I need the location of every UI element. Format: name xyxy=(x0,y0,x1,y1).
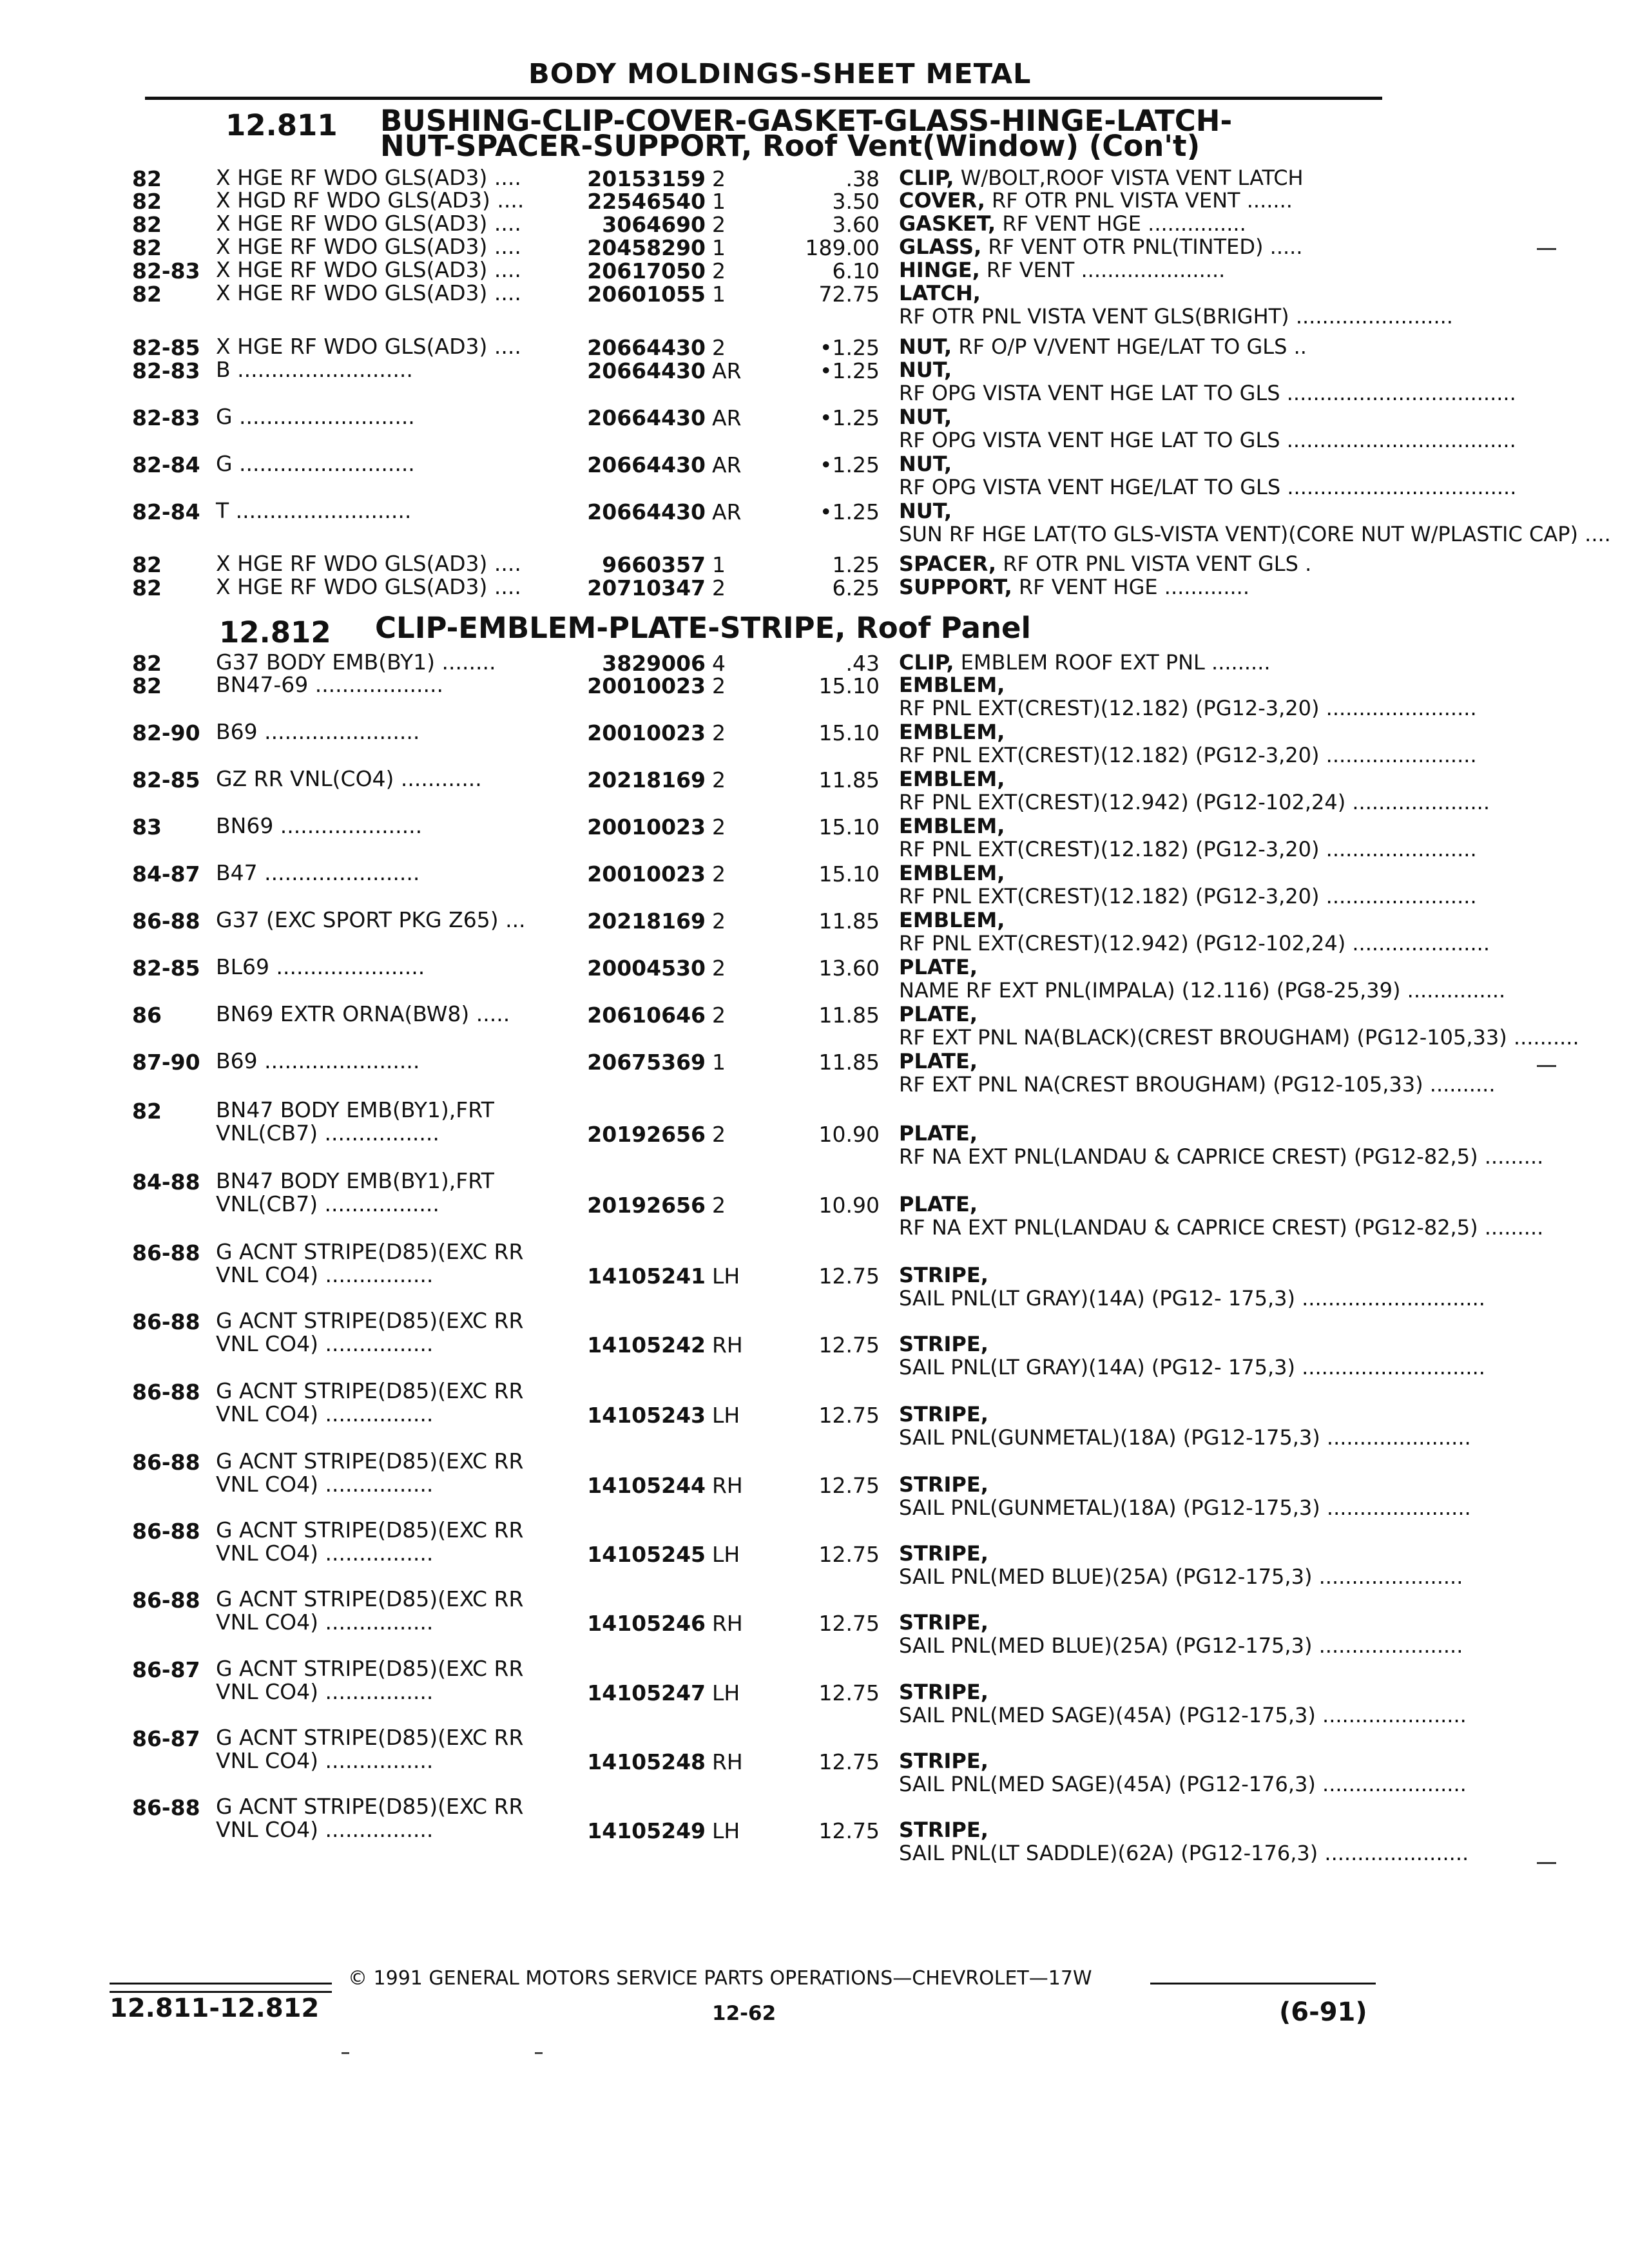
price: 6.25 xyxy=(832,575,880,601)
part-noun: EMBLEM, xyxy=(899,720,1005,744)
price: 15.10 xyxy=(818,720,880,745)
usage-condition: X HGE RF WDO GLS(AD3) .... xyxy=(216,551,521,576)
part-detail: RF PNL EXT(CREST)(12.182) (PG12-3,20) ....................... xyxy=(899,884,1477,908)
model-year: 82-85 xyxy=(132,767,200,793)
part-description xyxy=(899,1193,1543,1239)
price: 12.75 xyxy=(818,1680,880,1706)
part-description xyxy=(899,908,1490,955)
part-noun: NUT, xyxy=(899,334,952,359)
quantity: RH xyxy=(712,1749,743,1774)
part-detail: SAIL PNL(MED BLUE)(25A) (PG12-175,3) ...................... xyxy=(899,1633,1463,1658)
part-noun: PLATE, xyxy=(899,955,978,979)
price: 15.10 xyxy=(818,814,880,840)
price: 12.75 xyxy=(818,1473,880,1498)
price: •1.25 xyxy=(820,335,880,360)
part-number: 14105247 xyxy=(587,1680,706,1706)
part-detail: EMBLEM ROOF EXT PNL ......... xyxy=(954,650,1271,675)
quantity: 2 xyxy=(712,814,726,840)
price: 11.85 xyxy=(818,1050,880,1075)
price: 3.60 xyxy=(832,212,880,237)
part-detail: SAIL PNL(GUNMETAL)(18A) (PG12-175,3) ...................... xyxy=(899,1425,1471,1450)
model-year: 82 xyxy=(132,282,162,307)
price: 3.50 xyxy=(832,189,880,214)
quantity: 2 xyxy=(712,258,726,284)
usage-condition: G37 (EXC SPORT PKG Z65) ... xyxy=(216,907,526,932)
price: .43 xyxy=(845,651,880,676)
part-description xyxy=(899,1264,1485,1310)
footer-page-number: 12-62 xyxy=(712,2002,776,2025)
part-noun: NUT, xyxy=(899,405,952,429)
price: .38 xyxy=(845,166,880,191)
part-detail: RF VENT HGE ............... xyxy=(996,211,1246,236)
part-number: 20218169 xyxy=(587,908,706,934)
usage-condition: B47 ....................... xyxy=(216,860,420,885)
usage-condition: BN47-69 ................... xyxy=(216,672,444,697)
part-detail: RF VENT OTR PNL(TINTED) ..... xyxy=(981,235,1303,259)
part-detail: SUN RF HGE LAT(TO GLS-VISTA VENT)(CORE NUT W/PLASTIC CAP) .... xyxy=(899,522,1611,546)
model-year: 86-88 xyxy=(132,1240,200,1265)
part-noun: CLIP, xyxy=(899,650,954,675)
part-description xyxy=(899,1122,1543,1168)
usage-condition: G .......................... xyxy=(216,451,415,476)
usage-condition: X HGE RF WDO GLS(AD3) .... xyxy=(216,257,521,282)
price: 10.90 xyxy=(818,1122,880,1147)
part-number: 20664430 xyxy=(587,358,706,383)
model-year: 82 xyxy=(132,189,162,214)
part-number: 14105244 xyxy=(587,1473,706,1498)
model-year: 86-88 xyxy=(132,1309,200,1334)
usage-condition: B69 ....................... xyxy=(216,719,420,744)
part-number: 20010023 xyxy=(587,861,706,887)
part-description xyxy=(899,452,1516,499)
usage-condition: G ACNT STRIPE(D85)(EXC RR VNL CO4) ................ xyxy=(216,1308,524,1356)
model-year: 82 xyxy=(132,673,162,698)
part-noun: STRIPE, xyxy=(899,1818,988,1842)
part-detail: RF OPG VISTA VENT HGE LAT TO GLS ................................... xyxy=(899,428,1516,452)
model-year: 83 xyxy=(132,814,162,840)
part-detail: RF PNL EXT(CREST)(12.942) (PG12-102,24) ..................... xyxy=(899,790,1490,814)
usage-condition: BN47 BODY EMB(BY1),FRT VNL(CB7) ................. xyxy=(216,1168,494,1216)
part-detail: RF EXT PNL NA(BLACK)(CREST BROUGHAM) (PG12-105,33) .......... xyxy=(899,1025,1579,1050)
quantity: RH xyxy=(712,1611,743,1636)
part-description xyxy=(899,235,1303,258)
model-year: 86-88 xyxy=(132,1519,200,1544)
usage-condition: G ACNT STRIPE(D85)(EXC RR VNL CO4) ................ xyxy=(216,1725,524,1773)
usage-condition: BL69 ...................... xyxy=(216,954,425,979)
price: •1.25 xyxy=(820,452,880,477)
part-detail: SAIL PNL(LT GRAY)(14A) (PG12- 175,3) ............................ xyxy=(899,1286,1485,1311)
quantity: LH xyxy=(712,1542,740,1567)
part-detail: SAIL PNL(GUNMETAL)(18A) (PG12-175,3) ...................... xyxy=(899,1495,1471,1520)
model-year: 82 xyxy=(132,552,162,577)
quantity: 1 xyxy=(712,282,726,307)
part-number: 3829006 xyxy=(602,651,706,676)
price: 13.60 xyxy=(818,956,880,981)
part-noun: NUT, xyxy=(899,499,952,523)
usage-condition: X HGE RF WDO GLS(AD3) .... xyxy=(216,165,521,190)
model-year: 86-88 xyxy=(132,1379,200,1405)
part-detail: RF PNL EXT(CREST)(12.942) (PG12-102,24) ..................... xyxy=(899,931,1490,956)
part-detail: RF VENT ...................... xyxy=(979,258,1226,282)
part-number: 20610646 xyxy=(587,1003,706,1028)
quantity: 1 xyxy=(712,552,726,577)
quantity: 2 xyxy=(712,1122,726,1147)
part-description xyxy=(899,1003,1579,1049)
part-number: 14105248 xyxy=(587,1749,706,1774)
part-number: 14105246 xyxy=(587,1611,706,1636)
model-year: 86 xyxy=(132,1003,162,1028)
part-description xyxy=(899,189,1293,212)
usage-condition: G ACNT STRIPE(D85)(EXC RR VNL CO4) ................ xyxy=(216,1239,524,1287)
price: 12.75 xyxy=(818,1818,880,1843)
part-detail: RF OPG VISTA VENT HGE LAT TO GLS ................................... xyxy=(899,381,1516,405)
usage-condition: G ACNT STRIPE(D85)(EXC RR VNL CO4) ................ xyxy=(216,1517,524,1566)
part-detail: SAIL PNL(MED BLUE)(25A) (PG12-175,3) ...................... xyxy=(899,1564,1463,1589)
quantity: 2 xyxy=(712,335,726,360)
part-noun: EMBLEM, xyxy=(899,908,1005,932)
usage-condition: X HGD RF WDO GLS(AD3) .... xyxy=(216,187,525,213)
usage-condition: G ACNT STRIPE(D85)(EXC RR VNL CO4) ................ xyxy=(216,1378,524,1427)
page-header: BODY MOLDINGS-SHEET METAL xyxy=(528,58,1032,90)
part-detail: RF EXT PNL NA(CREST BROUGHAM) (PG12-105,33) .......... xyxy=(899,1072,1496,1097)
usage-condition: BN69 EXTR ORNA(BW8) ..... xyxy=(216,1001,510,1026)
part-detail: RF OTR PNL VISTA VENT ....... xyxy=(985,188,1293,213)
part-number: 14105249 xyxy=(587,1818,706,1843)
model-year: 82-83 xyxy=(132,405,200,430)
part-noun: NUT, xyxy=(899,452,952,476)
model-year: 87-90 xyxy=(132,1050,200,1075)
quantity: LH xyxy=(712,1680,740,1706)
model-year: 86-87 xyxy=(132,1726,200,1751)
usage-condition: BN69 ..................... xyxy=(216,813,423,838)
part-number: 20010023 xyxy=(587,814,706,840)
quantity: 2 xyxy=(712,212,726,237)
part-description xyxy=(899,1332,1485,1379)
quantity: AR xyxy=(712,358,742,383)
part-description xyxy=(899,358,1516,405)
part-description xyxy=(899,1749,1467,1796)
quantity: 1 xyxy=(712,1050,726,1075)
part-noun: STRIPE, xyxy=(899,1541,988,1566)
part-noun: STRIPE, xyxy=(899,1402,988,1427)
part-number: 20192656 xyxy=(587,1193,706,1218)
part-number: 20601055 xyxy=(587,282,706,307)
part-noun: SPACER, xyxy=(899,552,997,576)
part-noun: STRIPE, xyxy=(899,1332,988,1356)
quantity: LH xyxy=(712,1264,740,1289)
usage-condition: X HGE RF WDO GLS(AD3) .... xyxy=(216,334,521,359)
part-noun: HINGE, xyxy=(899,258,980,282)
model-year: 82 xyxy=(132,235,162,260)
part-description xyxy=(899,1050,1495,1096)
part-number: 14105245 xyxy=(587,1542,706,1567)
part-detail: RF PNL EXT(CREST)(12.182) (PG12-3,20) ....................... xyxy=(899,696,1477,720)
part-description xyxy=(899,212,1246,235)
part-number: 20664430 xyxy=(587,499,706,524)
part-description xyxy=(899,405,1516,452)
part-description xyxy=(899,673,1477,720)
part-noun: COVER, xyxy=(899,188,985,213)
part-number: 20004530 xyxy=(587,956,706,981)
usage-condition: G ACNT STRIPE(D85)(EXC RR VNL CO4) ................ xyxy=(216,1794,524,1842)
part-number: 20664430 xyxy=(587,335,706,360)
price: 12.75 xyxy=(818,1403,880,1428)
footer-section-ref: 12.811-12.812 xyxy=(110,1994,320,2023)
part-detail: RF NA EXT PNL(LANDAU & CAPRICE CREST) (PG12-82,5) ......... xyxy=(899,1215,1544,1240)
quantity: RH xyxy=(712,1332,743,1358)
usage-condition: B69 ....................... xyxy=(216,1048,420,1073)
part-noun: LATCH, xyxy=(899,281,981,305)
part-description xyxy=(899,1818,1469,1865)
section-number: 12.812 xyxy=(219,615,331,649)
part-number: 9660357 xyxy=(602,552,706,577)
part-description xyxy=(899,1611,1463,1657)
part-detail: RF NA EXT PNL(LANDAU & CAPRICE CREST) (PG12-82,5) ......... xyxy=(899,1144,1544,1169)
quantity: 2 xyxy=(712,1003,726,1028)
part-number: 20458290 xyxy=(587,235,706,260)
part-number: 22546540 xyxy=(587,189,706,214)
quantity: 1 xyxy=(712,189,726,214)
model-year: 82 xyxy=(132,1099,162,1124)
part-description xyxy=(899,258,1225,282)
part-description xyxy=(899,166,1304,189)
model-year: 82-84 xyxy=(132,499,200,524)
part-description xyxy=(899,956,1505,1002)
part-detail: RF OTR PNL VISTA VENT GLS . xyxy=(996,552,1312,576)
part-number: 20664430 xyxy=(587,405,706,430)
part-description xyxy=(899,499,1611,546)
part-description xyxy=(899,282,1453,328)
quantity: 2 xyxy=(712,720,726,745)
part-number: 20192656 xyxy=(587,1122,706,1147)
part-noun: STRIPE, xyxy=(899,1263,988,1287)
part-number: 20010023 xyxy=(587,720,706,745)
part-number: 14105241 xyxy=(587,1264,706,1289)
footer-rule-left xyxy=(110,1983,332,1984)
part-noun: NUT, xyxy=(899,358,952,382)
usage-condition: G37 BODY EMB(BY1) ........ xyxy=(216,649,496,675)
part-description xyxy=(899,767,1490,814)
part-description xyxy=(899,335,1307,358)
price: 11.85 xyxy=(818,1003,880,1028)
model-year: 82 xyxy=(132,212,162,237)
footer-rule-right xyxy=(1150,1983,1376,1984)
quantity: 4 xyxy=(712,651,726,676)
part-description xyxy=(899,575,1249,599)
part-number: 3064690 xyxy=(602,212,706,237)
usage-condition: X HGE RF WDO GLS(AD3) .... xyxy=(216,234,521,259)
usage-condition: X HGE RF WDO GLS(AD3) .... xyxy=(216,211,521,236)
part-description xyxy=(899,552,1311,575)
quantity: 2 xyxy=(712,673,726,698)
part-number: 20010023 xyxy=(587,673,706,698)
model-year: 82 xyxy=(132,166,162,191)
part-detail: SAIL PNL(LT SADDLE)(62A) (PG12-176,3) ...................... xyxy=(899,1841,1469,1865)
part-description xyxy=(899,1473,1471,1519)
part-detail: RF VENT HGE ............. xyxy=(1012,575,1249,599)
price: •1.25 xyxy=(820,405,880,430)
usage-condition: T .......................... xyxy=(216,498,412,523)
part-noun: GLASS, xyxy=(899,235,982,259)
quantity: 2 xyxy=(712,956,726,981)
usage-condition: G ACNT STRIPE(D85)(EXC RR VNL CO4) ................ xyxy=(216,1656,524,1704)
section-title: BUSHING-CLIP-COVER-GASKET-GLASS-HINGE-LATCH- NUT-SPACER-SUPPORT, Roof Vent(Window) (Con't) xyxy=(380,104,1233,163)
price: 11.85 xyxy=(818,908,880,934)
footer-copyright: © 1991 GENERAL MOTORS SERVICE PARTS OPERATIONS—CHEVROLET—17W xyxy=(348,1967,1092,1990)
price: 10.90 xyxy=(818,1193,880,1218)
part-noun: SUPPORT, xyxy=(899,575,1012,599)
part-noun: PLATE, xyxy=(899,1121,978,1146)
part-number: 20710347 xyxy=(587,575,706,601)
model-year: 86-88 xyxy=(132,1450,200,1475)
margin-mark xyxy=(1537,1862,1556,1864)
model-year: 82-83 xyxy=(132,258,200,284)
part-noun: GASKET, xyxy=(899,211,996,236)
quantity: 2 xyxy=(712,575,726,601)
price: •1.25 xyxy=(820,499,880,524)
part-description xyxy=(899,1403,1471,1449)
model-year: 84-87 xyxy=(132,861,200,887)
part-detail: RF PNL EXT(CREST)(12.182) (PG12-3,20) ....................... xyxy=(899,743,1477,767)
part-number: 20675369 xyxy=(587,1050,706,1075)
part-noun: STRIPE, xyxy=(899,1680,988,1704)
price: 12.75 xyxy=(818,1264,880,1289)
footer-rule-left-lower xyxy=(110,1991,332,1993)
part-description xyxy=(899,814,1477,861)
model-year: 86-88 xyxy=(132,1795,200,1820)
part-detail: RF O/P V/VENT HGE/LAT TO GLS .. xyxy=(952,334,1307,359)
model-year: 82-90 xyxy=(132,720,200,745)
model-year: 82-84 xyxy=(132,452,200,477)
part-noun: EMBLEM, xyxy=(899,814,1005,838)
quantity: AR xyxy=(712,405,742,430)
model-year: 86-88 xyxy=(132,908,200,934)
part-noun: EMBLEM, xyxy=(899,767,1005,791)
part-noun: EMBLEM, xyxy=(899,861,1005,885)
quantity: 2 xyxy=(712,861,726,887)
part-number: 20617050 xyxy=(587,258,706,284)
part-noun: PLATE, xyxy=(899,1192,978,1216)
quantity: 2 xyxy=(712,1193,726,1218)
quantity: AR xyxy=(712,499,742,524)
part-detail: NAME RF EXT PNL(IMPALA) (12.116) (PG8-25,39) ............... xyxy=(899,978,1506,1003)
section-number: 12.811 xyxy=(226,108,338,142)
part-description xyxy=(899,1542,1463,1588)
model-year: 82 xyxy=(132,575,162,601)
price: 12.75 xyxy=(818,1332,880,1358)
price: 15.10 xyxy=(818,673,880,698)
part-noun: STRIPE, xyxy=(899,1749,988,1773)
quantity: LH xyxy=(712,1403,740,1428)
part-number: 14105242 xyxy=(587,1332,706,1358)
part-detail: W/BOLT,ROOF VISTA VENT LATCH xyxy=(954,166,1304,190)
part-noun: PLATE, xyxy=(899,1002,978,1026)
model-year: 82-85 xyxy=(132,335,200,360)
quantity: 2 xyxy=(712,908,726,934)
part-detail: SAIL PNL(MED SAGE)(45A) (PG12-176,3) ...................... xyxy=(899,1772,1467,1796)
part-number: 20664430 xyxy=(587,452,706,477)
part-noun: PLATE, xyxy=(899,1049,978,1073)
usage-condition: X HGE RF WDO GLS(AD3) .... xyxy=(216,280,521,305)
usage-condition: GZ RR VNL(CO4) ............ xyxy=(216,766,482,791)
part-description xyxy=(899,720,1477,767)
price: 6.10 xyxy=(832,258,880,284)
price: 189.00 xyxy=(805,235,880,260)
part-noun: STRIPE, xyxy=(899,1472,988,1497)
quantity: 2 xyxy=(712,767,726,793)
scan-speck xyxy=(535,2052,543,2054)
usage-condition: G ACNT STRIPE(D85)(EXC RR VNL CO4) ................ xyxy=(216,1448,524,1497)
model-year: 82-83 xyxy=(132,358,200,383)
part-number: 20218169 xyxy=(587,767,706,793)
price: 11.85 xyxy=(818,767,880,793)
quantity: 2 xyxy=(712,166,726,191)
price: 1.25 xyxy=(832,552,880,577)
usage-condition: BN47 BODY EMB(BY1),FRT VNL(CB7) ................. xyxy=(216,1097,494,1146)
model-year: 84-88 xyxy=(132,1169,200,1195)
part-detail: SAIL PNL(LT GRAY)(14A) (PG12- 175,3) ............................ xyxy=(899,1355,1485,1379)
price: 12.75 xyxy=(818,1542,880,1567)
model-year: 82-85 xyxy=(132,956,200,981)
scan-speck xyxy=(342,2052,349,2054)
part-number: 14105243 xyxy=(587,1403,706,1428)
part-description xyxy=(899,1680,1467,1727)
part-noun: STRIPE, xyxy=(899,1610,988,1635)
margin-mark xyxy=(1537,1065,1556,1067)
part-noun: CLIP, xyxy=(899,166,954,190)
usage-condition: X HGE RF WDO GLS(AD3) .... xyxy=(216,574,521,599)
price: 15.10 xyxy=(818,861,880,887)
part-detail: SAIL PNL(MED SAGE)(45A) (PG12-175,3) ...................... xyxy=(899,1703,1467,1727)
part-description xyxy=(899,861,1477,908)
quantity: LH xyxy=(712,1818,740,1843)
model-year: 82 xyxy=(132,651,162,676)
quantity: 1 xyxy=(712,235,726,260)
part-noun: EMBLEM, xyxy=(899,673,1005,697)
model-year: 86-88 xyxy=(132,1588,200,1613)
price: •1.25 xyxy=(820,358,880,383)
usage-condition: G .......................... xyxy=(216,404,415,429)
quantity: AR xyxy=(712,452,742,477)
part-description xyxy=(899,651,1271,674)
price: 12.75 xyxy=(818,1611,880,1636)
usage-condition: G ACNT STRIPE(D85)(EXC RR VNL CO4) ................ xyxy=(216,1586,524,1635)
usage-condition: B .......................... xyxy=(216,357,413,382)
margin-mark xyxy=(1537,248,1556,250)
header-rule xyxy=(145,97,1382,100)
price: 72.75 xyxy=(818,282,880,307)
part-detail: RF OPG VISTA VENT HGE/LAT TO GLS ................................... xyxy=(899,475,1517,499)
part-detail: RF PNL EXT(CREST)(12.182) (PG12-3,20) ....................... xyxy=(899,837,1477,861)
model-year: 86-87 xyxy=(132,1657,200,1682)
price: 12.75 xyxy=(818,1749,880,1774)
footer-date: (6-91) xyxy=(1279,1997,1367,2027)
quantity: RH xyxy=(712,1473,743,1498)
section-title: CLIP-EMBLEM-PLATE-STRIPE, Roof Panel xyxy=(375,611,1031,645)
part-number: 20153159 xyxy=(587,166,706,191)
part-detail: RF OTR PNL VISTA VENT GLS(BRIGHT) ........................ xyxy=(899,304,1453,329)
